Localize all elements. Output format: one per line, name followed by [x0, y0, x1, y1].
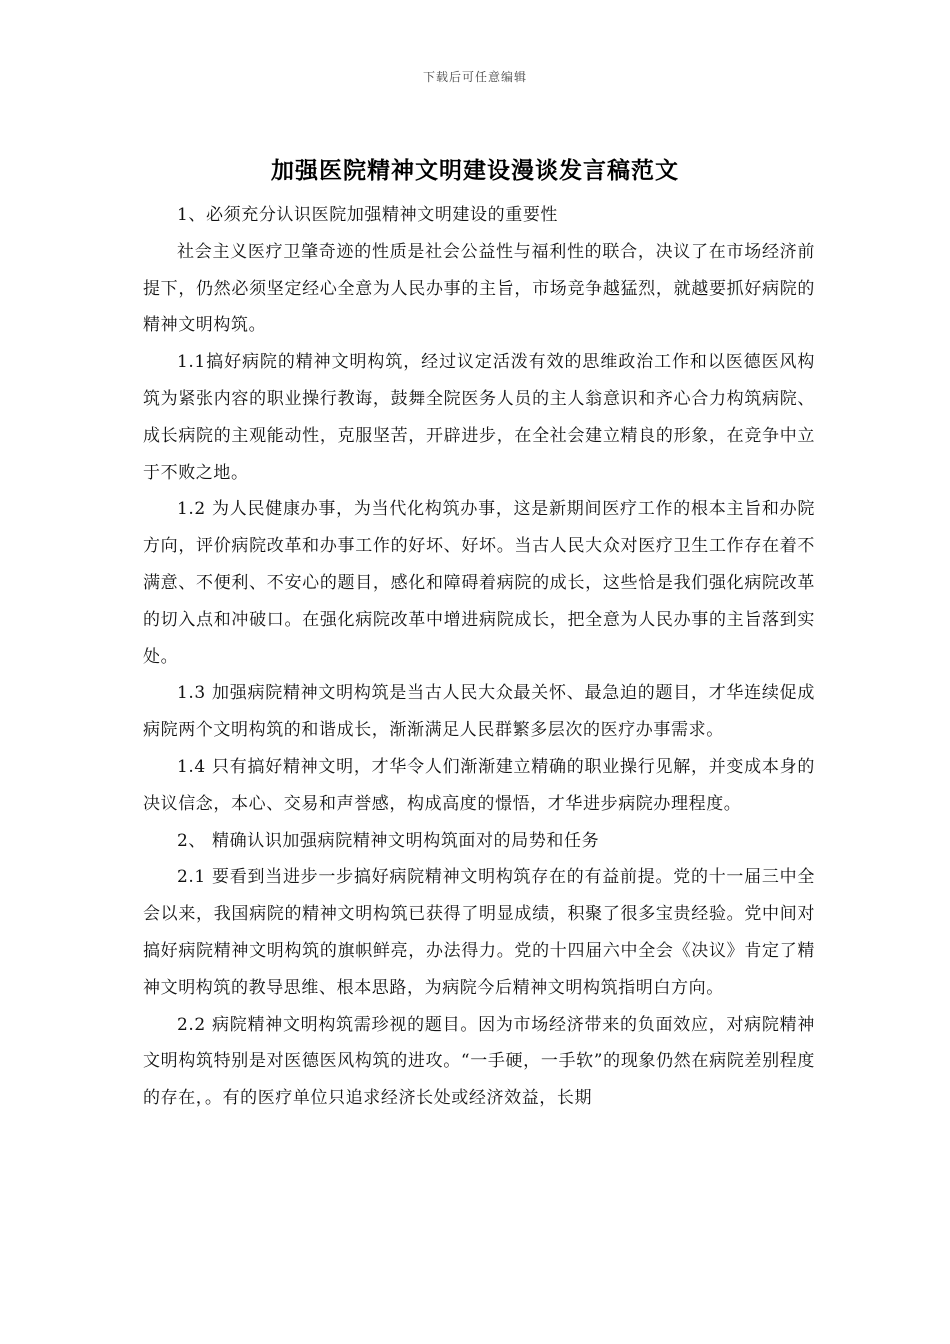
document-body — [143, 197, 815, 1117]
section-heading-1: 1、必须充分认识医院加强精神文明建设的重要性 — [177, 205, 559, 225]
paragraph-1-4: 1.4 只有搞好精神文明，才华令人们渐渐建立精确的职业操行见解，并变成本身的决议信念，本心、交易和声誉感，构成高度的憬悟，才华进步病院办理程度。 — [143, 756, 815, 814]
header-note: 下载后可任意编辑 — [422, 70, 527, 84]
paragraph-intro: 社会主义医疗卫肇奇迹的性质是社会公益性与福利性的联合，决议了在市场经济前提下，仍然必须坚定经心全意为人民办事的主旨，市场竞争越猛烈，就越要抓好病院的精神文明构筑。 — [143, 241, 815, 336]
paragraph-1-1: 1.1搞好病院的精神文明构筑，经过议定活泼有效的思维政治工作和以医德医风构筑为紧张内容的职业操行教诲，鼓舞全院医务人员的主人翁意识和齐心合力构筑病院、成长病院的主观能动性，克服坚苦，开辟进步，在全社会建立精良的形象，在竞争中立于不败之地。 — [143, 352, 815, 483]
section-heading-2: 2、 精确认识加强病院精神文明构筑面对的局势和任务 — [177, 830, 600, 851]
document-title: 加强医院精神文明建设漫谈发言稿范文 — [271, 157, 679, 184]
paragraph-2-2: 2.2 病院精神文明构筑需珍视的题目。因为市场经济带来的负面效应，对病院精神文明构筑特别是对医德医风构筑的进攻。“一手硬，一手软”的现象仍然在病院差别程度的存在，。有的医疗单位只追求经济长处或经济效益，长期 — [143, 1014, 815, 1109]
paragraph-2-1: 2.1 要看到当进步一步搞好病院精神文明构筑存在的有益前提。党的十一届三中全会以来，我国病院的精神文明构筑已获得了明显成绩，积聚了很多宝贵经验。党中间对搞好病院精神文明构筑的旗帜鲜亮，办法得力。党的十四届六中全会《决议》肯定了精神文明构筑的教导思维、根本思路，为病院今后精神文明构筑指明白方向。 — [143, 867, 815, 998]
paragraph-1-3: 1.3 加强病院精神文明构筑是当古人民大众最关怀、最急迫的题目，才华连续促成病院两个文明构筑的和谐成长，渐渐满足人民群繁多层次的医疗办事需求。 — [143, 683, 815, 741]
paragraph-1-2: 1.2 为人民健康办事，为当代化构筑办事，这是新期间医疗工作的根本主旨和办院方向，评价病院改革和办事工作的好坏、好坏。当古人民大众对医疗卫生工作存在着不满意、不便利、不安心的题目，感化和障碍着病院的成长，这些恰是我们强化病院改革的切入点和冲破口。在强化病院改革中增进病院成长，把全意为人民办事的主旨落到实处。 — [143, 499, 815, 667]
